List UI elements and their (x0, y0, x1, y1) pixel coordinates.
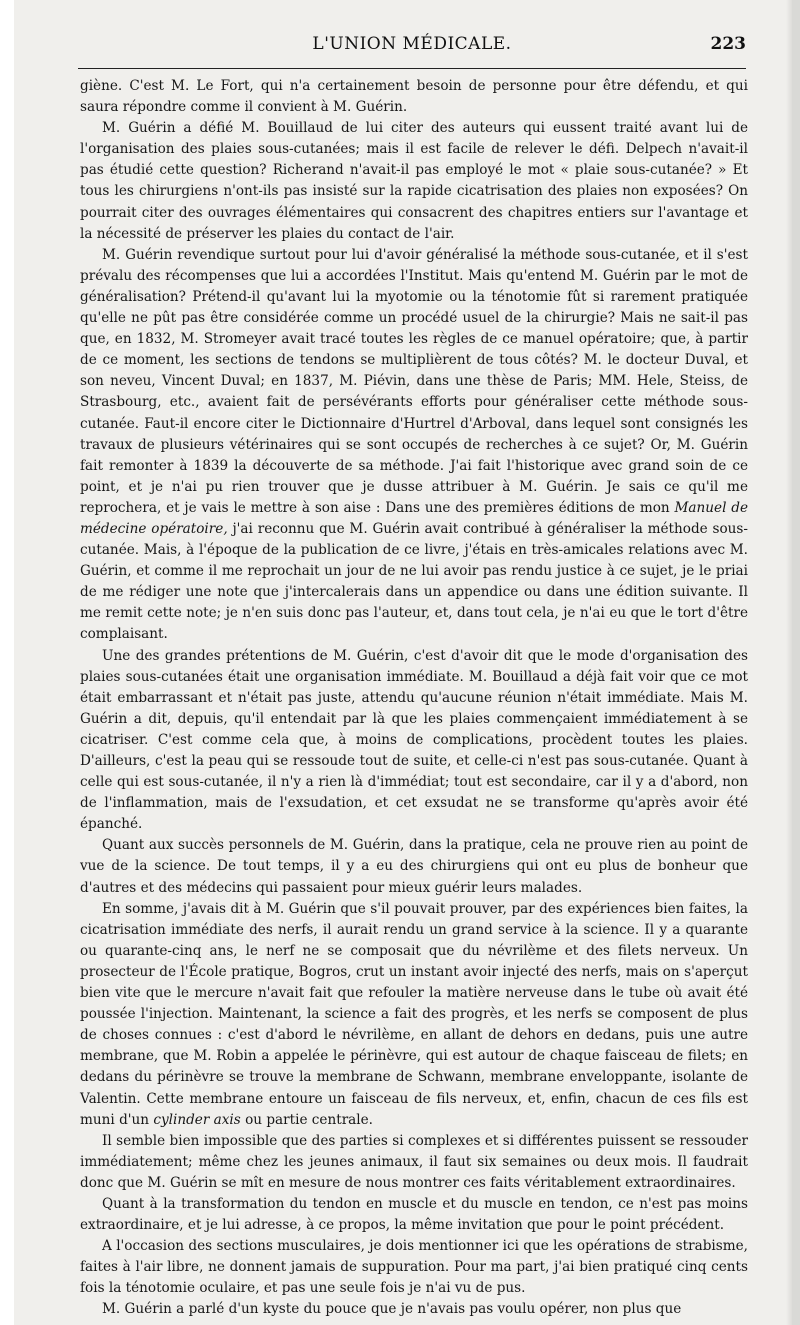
page-edge-shadow (786, 0, 792, 1325)
paragraph-text: En somme, j'avais dit à M. Guérin que s'il pouvait prouver, par des expériences bien faites, la cicatrisation immédiate des nerfs, il aurait rendu un grand service à la science. Il y a quarante ou quarante-cinq ans, le nerf ne se composait que du névrilème et des filets nerveux. Un prosecteur de l'École pratique, Bogros, crut un instant avoir injecté des nerfs, mais on s'aperçut bien vite que le mercure n'avait fait que refouler la matière nerveuse dans le tube où avait été poussée l'injection. Maintenant, la science a fait des progrès, et les nerfs se composent de plus de choses connues : c'est d'abord le névrilème, en allant de dehors en dedans, puis une autre membrane, que M. Robin a appelée le périnèvre, qui est autour de chaque faisceau de filets; en dedans du périnèvre se trouve la membrane de Schwann, membrane enveloppante, isolante de Valentin. Cette membrane entoure un faisceau de fils nerveux, et, enfin, chacun de ces fils est muni d'un (80, 900, 748, 1128)
paragraph: Une des grandes prétentions de M. Guérin, c'est d'avoir dit que le mode d'organisation des plaies sous-cutanées était une organisation immédiate. M. Bouillaud a déjà fait voir que ce mot était embarrassant et n'était pas juste, attendu qu'aucune réunion n'était immédiate. Mais M. Guérin a dit, depuis, qu'il entendait par là que les plaies commençaient immédiatement à se cicatriser. C'est comme cela que, à moins de complications, procèdent toutes les plaies. D'ailleurs, c'est la peau qui se ressoude tout de suite, et celle-ci n'est pas sous-cutanée. Quant à celle qui est sous-cutanée, il n'y a rien là d'immédiat; tout est secondaire, car il y a d'abord, non de l'inflammation, mais de l'exsudation, et cet exsudat ne se transforme qu'après avoir été épanché. (80, 647, 748, 833)
paragraph (80, 899, 748, 1131)
paragraph (80, 245, 748, 646)
italic-term: cylinder axis (153, 1111, 241, 1128)
page-header (78, 34, 746, 60)
paragraph-text: j'ai reconnu que M. Guérin avait contribué à généraliser la méthode sous-cutanée. Mais, à l'époque de la publication de ce livre, j'étais en très-amicales relations avec M. Guérin, et comme il me reprochait un jour de ne lui avoir pas rendu justice à ce sujet, je le priai de me rédiger une note que j'intercalerais dans un appendice ou dans une édition suivante. Il me remit cette note; je n'en suis donc pas l'auteur, et, dans tout cela, je n'ai eu que le tort d'être complaisant. (80, 520, 748, 643)
paragraph-text: M. Guérin revendique surtout pour lui d'avoir généralisé la méthode sous-cutanée, et il s'est prévalu des récompenses que lui a accordées l'Institut. Mais qu'entend M. Guérin par le mot de généralisation? Prétend-il qu'avant lui la myotomie ou la ténotomie fût si rarement pratiquée qu'elle ne pût pas être considérée comme un procédé usuel de la chirurgie? Mais ne sait-il pas que, en 1832, M. Stromeyer avait tracé toutes les règles de ce manuel opératoire; que, à partir de ce moment, les sections de tendons se multiplièrent de tous côtés? M. le docteur Duval, et son neveu, Vincent Duval; en 1837, M. Piévin, dans une thèse de Paris; MM. Hele, Steiss, de Strasbourg, etc., avaient fait de persévérants efforts pour généraliser cette méthode sous-cutanée. Faut-il encore citer le Dictionnaire d'Hurtrel d'Arboval, dans lequel sont consignés les travaux de plusieurs vétérinaires qui se sont occupés de recherches à ce sujet? Or, M. Guérin fait remonter à 1839 la découverte de sa méthode. J'ai fait l'historique avec grand soin de ce point, et je n'ai pu rien trouver que je dusse attribuer à M. Guérin. Je sais ce qu'il me reprochera, et je vais le mettre à son aise : Dans une des premières éditions de mon (80, 246, 748, 516)
paragraph: M. Guérin a défié M. Bouillaud de lui citer des auteurs qui eussent traité avant lui de l'organisation des plaies sous-cutanées; mais il est facile de relever le défi. Delpech n'avait-il pas étudié cette question? Richerand n'avait-il pas employé le mot « plaie sous-cutanée? » Et tous les chirurgiens n'ont-ils pas insisté sur la rapide cicatrisation des plaies non exposées? On pourrait citer des ouvrages élémentaires qui consacrent des chapitres entiers sur l'avantage et la nécessité de préserver les plaies du contact de l'air. (80, 120, 748, 242)
italic-book-title: Manuel de médecine opératoire, (80, 499, 748, 537)
paragraph: Quant à la transformation du tendon en muscle et du muscle en tendon, ce n'est pas moins extraordinaire, et je lui adresse, à ce propos, la même invitation que pour le point précédent. (80, 1195, 748, 1234)
paragraph: giène. C'est M. Le Fort, qui n'a certainement besoin de personne pour être défendu, et qui saura répondre comme il convient à M. Guérin. (80, 78, 748, 116)
header-rule (78, 68, 746, 69)
paragraph: A l'occasion des sections musculaires, je dois mentionner ici que les opérations de strabisme, faites à l'air libre, ne donnent jamais de suppuration. Pour ma part, j'ai bien pratiqué cinq cents fois la ténotomie oculaire, et pas une seule fois je n'ai vu de pus. (80, 1238, 748, 1297)
paragraph: Il semble bien impossible que des parties si complexes et si différentes puissent se ressouder immédiatement; même chez les jeunes animaux, il faut six semaines ou deux mois. Il faudrait donc que M. Guérin se mît en mesure de nous montrer ces faits véritablement extraordinaires. (80, 1132, 748, 1191)
page-number: 223 (710, 34, 746, 54)
body-text (80, 76, 748, 1321)
paragraph-text: ou partie centrale. (240, 1111, 374, 1128)
running-title: L'UNION MÉDICALE. (312, 34, 512, 54)
paragraph: Quant aux succès personnels de M. Guérin, dans la pratique, cela ne prouve rien au point de vue de la science. De tout temps, il y a eu des chirurgiens qui ont eu plus de bonheur que d'autres et des médecins qui passaient pour mieux guérir leurs malades. (80, 837, 748, 896)
paragraph: M. Guérin a parlé d'un kyste du pouce que je n'avais pas voulu opérer, non plus que (102, 1301, 682, 1318)
